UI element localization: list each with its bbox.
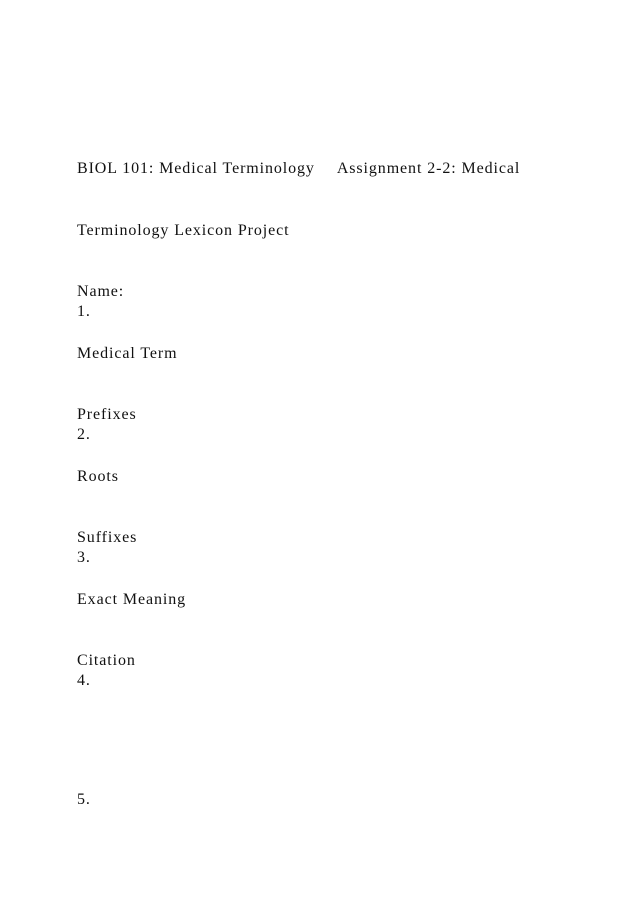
- field-exact-meaning: Exact Meaning: [77, 590, 186, 608]
- list-item-number: 5.: [77, 791, 91, 808]
- assignment-title: Assignment 2-2: Medical: [336, 160, 521, 177]
- field-medical-term: Medical Term: [77, 344, 178, 362]
- assignment-title-continued: Terminology Lexicon Project: [77, 221, 290, 239]
- list-item-number: 3.: [77, 549, 91, 566]
- field-suffixes: Suffixes: [77, 529, 138, 546]
- list-item-number: 4.: [77, 672, 91, 689]
- course-title: BIOL 101: Medical Terminology: [77, 160, 315, 177]
- title-line: [77, 159, 557, 180]
- name-label: Name:: [77, 283, 125, 300]
- field-citation: Citation: [77, 652, 136, 669]
- list-item-number: 1.: [77, 303, 91, 320]
- field-prefixes: Prefixes: [77, 406, 137, 423]
- field-roots: Roots: [77, 467, 119, 485]
- list-item-number: 2.: [77, 426, 91, 443]
- document-header: [77, 118, 557, 713]
